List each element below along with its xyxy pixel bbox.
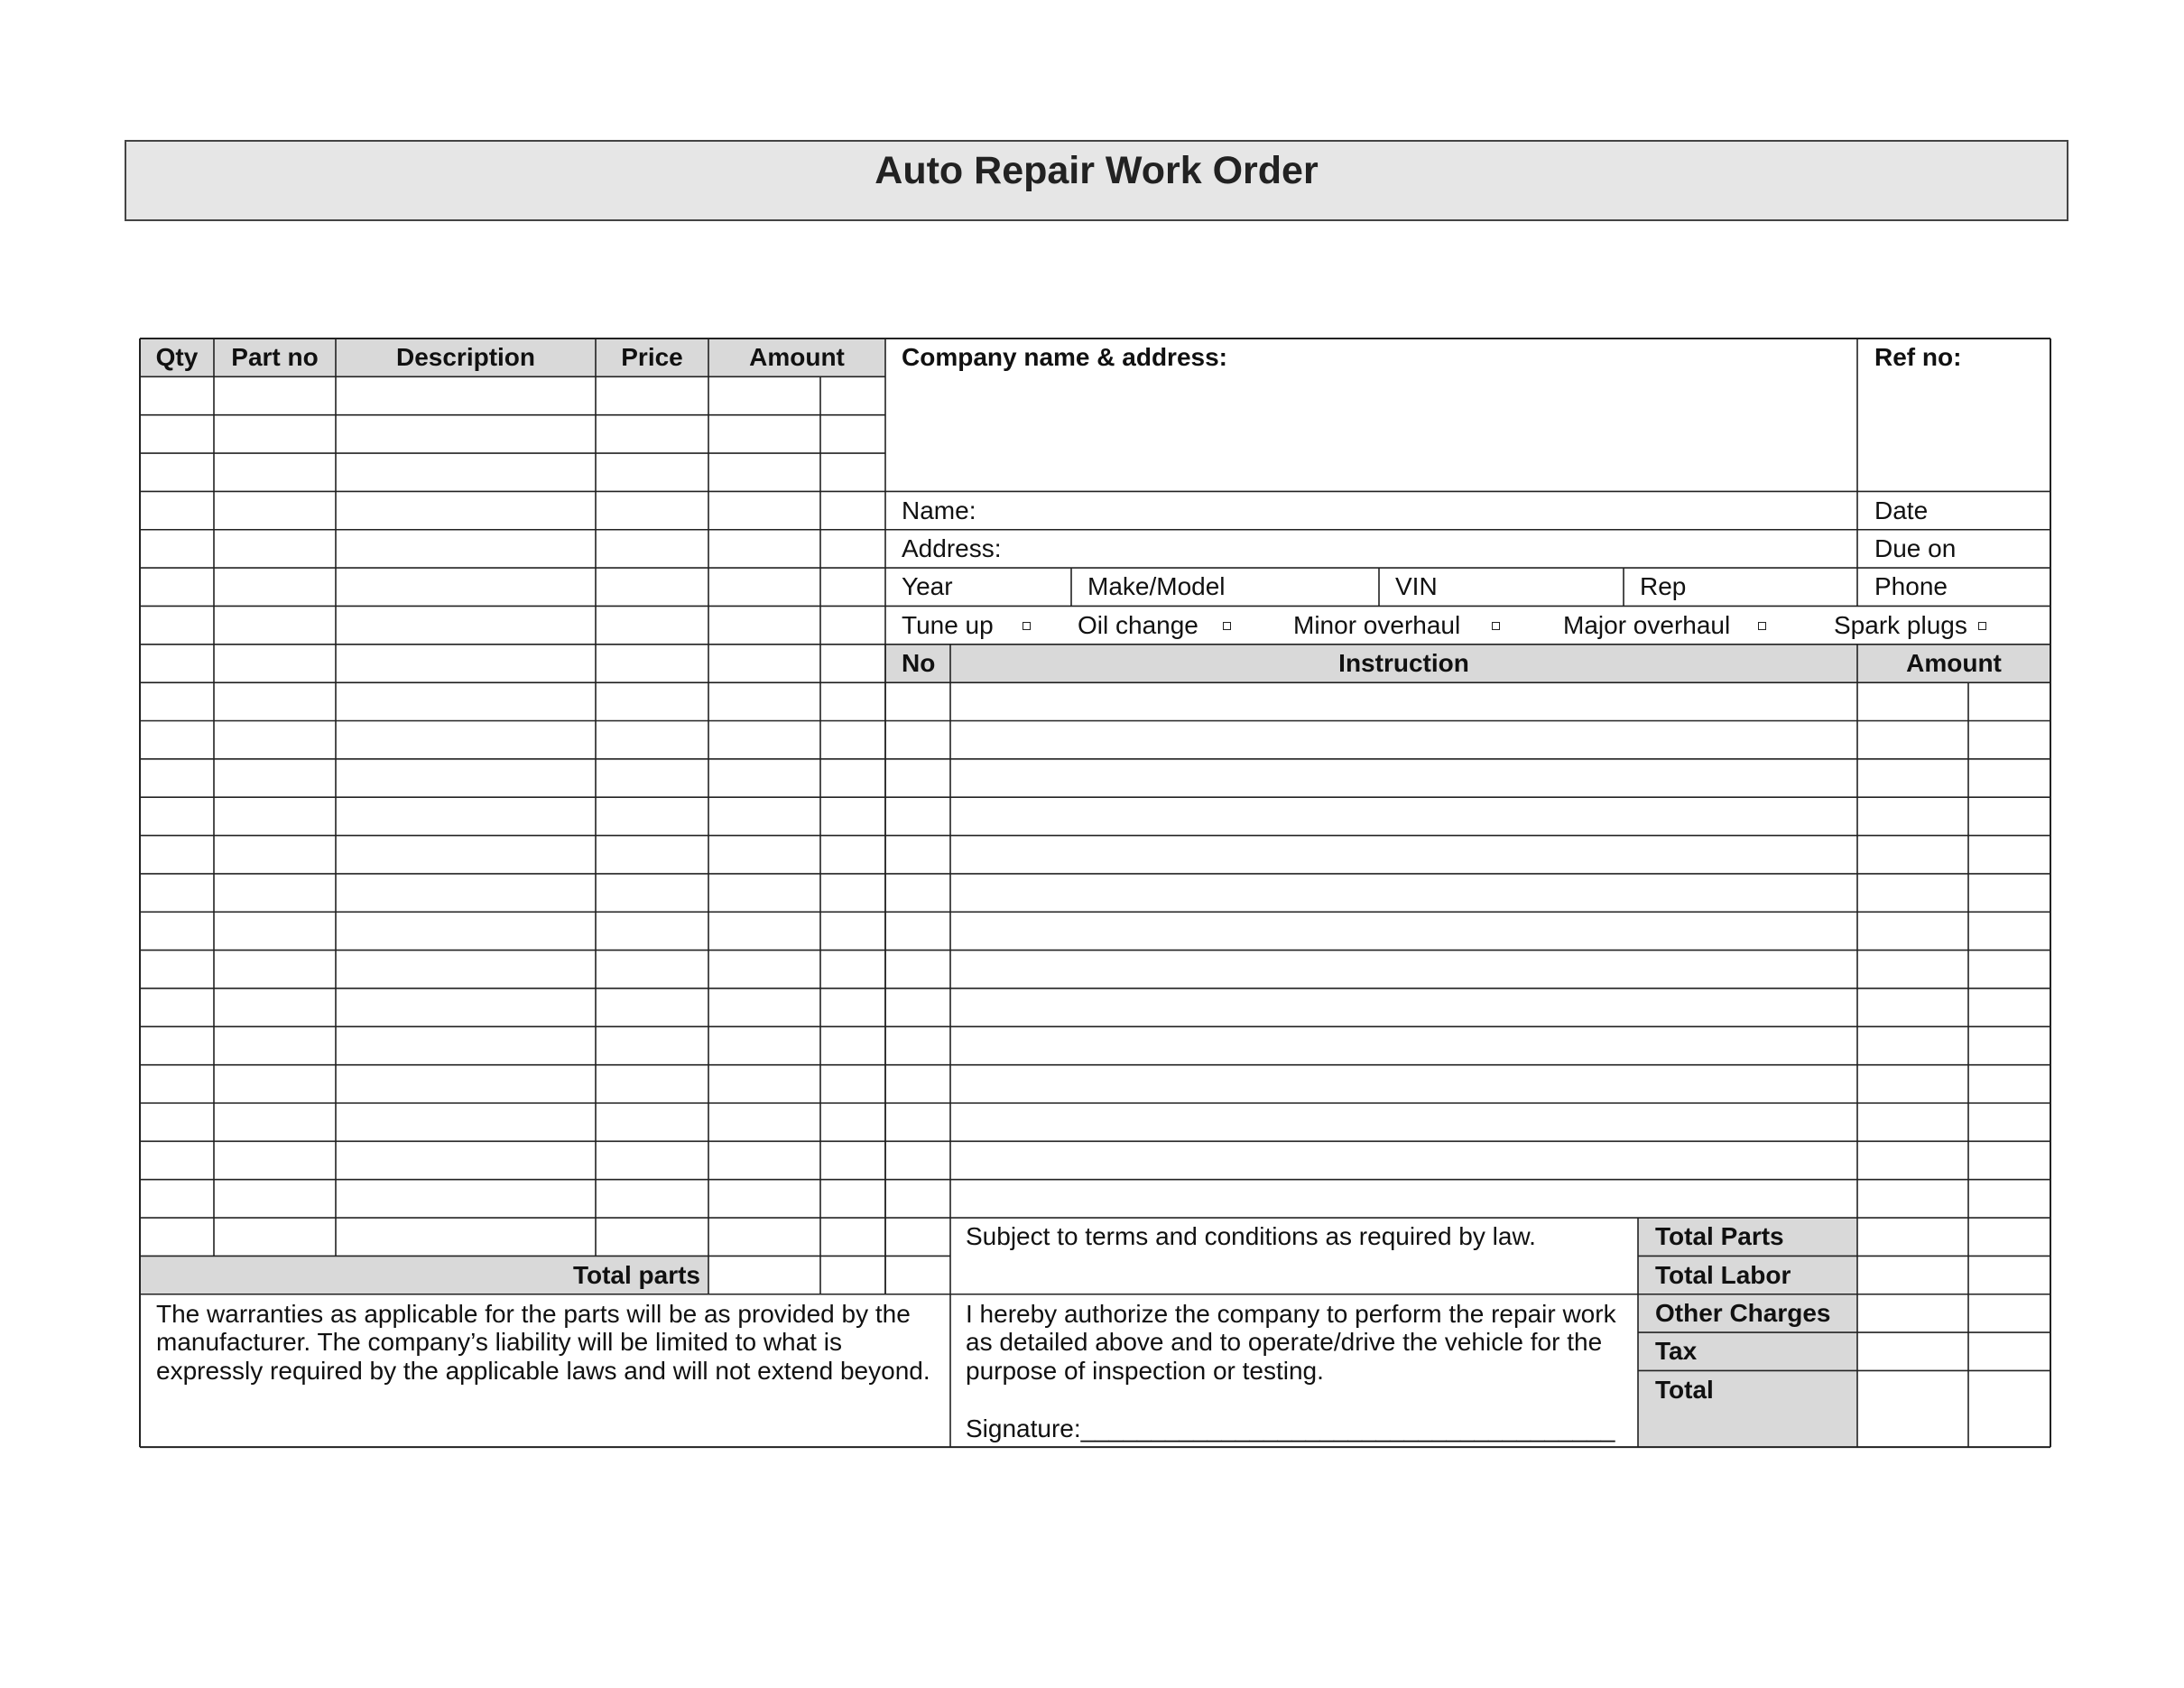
total-parts-summary: Total Parts (1655, 1222, 1784, 1251)
vin-label: VIN (1395, 572, 1438, 601)
no-header: No (902, 648, 936, 677)
make-model-label: Make/Model (1087, 572, 1226, 601)
service-0-checkbox[interactable] (1023, 622, 1031, 630)
service-4-label: Spark plugs (1834, 610, 1967, 639)
other-charges-label: Other Charges (1655, 1298, 1831, 1327)
terms-text: Subject to terms and conditions as required by law. (966, 1222, 1536, 1251)
service-1-checkbox[interactable] (1223, 622, 1231, 630)
part-no-header: Part no (231, 343, 319, 372)
form-labels (140, 339, 2050, 1442)
description-header: Description (395, 343, 536, 372)
address-label: Address: (902, 533, 1002, 562)
signature-line: Signature:______________________________________ (966, 1414, 1615, 1442)
total-label: Total (1655, 1375, 1714, 1404)
name-label: Name: (902, 496, 976, 524)
service-2-checkbox[interactable] (1492, 622, 1500, 630)
service-1-label: Oil change (1078, 610, 1198, 639)
tax-label: Tax (1655, 1337, 1698, 1366)
qty-header: Qty (155, 343, 199, 372)
service-3-label: Major overhaul (1563, 610, 1731, 639)
work-order-form (140, 339, 2050, 1442)
phone-label: Phone (1874, 572, 1948, 601)
due-label: Due on (1874, 533, 1957, 562)
date-label: Date (1874, 496, 1929, 524)
service-3-checkbox[interactable] (1758, 622, 1766, 630)
ref-label: Ref no: (1874, 343, 1962, 372)
service-4-checkbox[interactable] (1978, 622, 1986, 630)
page-title: Auto Repair Work Order (875, 149, 1319, 192)
rep-label: Rep (1640, 572, 1687, 601)
total-parts-label: Total parts (572, 1260, 700, 1289)
year-label: Year (902, 572, 953, 601)
title-bar (125, 140, 2068, 221)
service-0-label: Tune up (902, 610, 994, 639)
instruction-header: Instruction (1338, 648, 1469, 677)
amount-header: Amount (749, 343, 845, 372)
warranty-text: The warranties as applicable for the parts will be as provided by the manufacturer. The company’s liability will be limited to what is expressly required by the applicable laws and will not extend beyond. (156, 1299, 930, 1385)
total-labor-label: Total Labor (1655, 1260, 1791, 1289)
price-header: Price (621, 343, 683, 372)
service-2-label: Minor overhaul (1293, 610, 1461, 639)
company-label: Company name & address: (902, 343, 1227, 372)
authorization-text: I hereby authorize the company to perform the repair work as detailed above and to operate/drive the vehicle for the purpose of inspection or testing. (966, 1299, 1616, 1385)
instr-amount-header: Amount (1906, 648, 2002, 677)
